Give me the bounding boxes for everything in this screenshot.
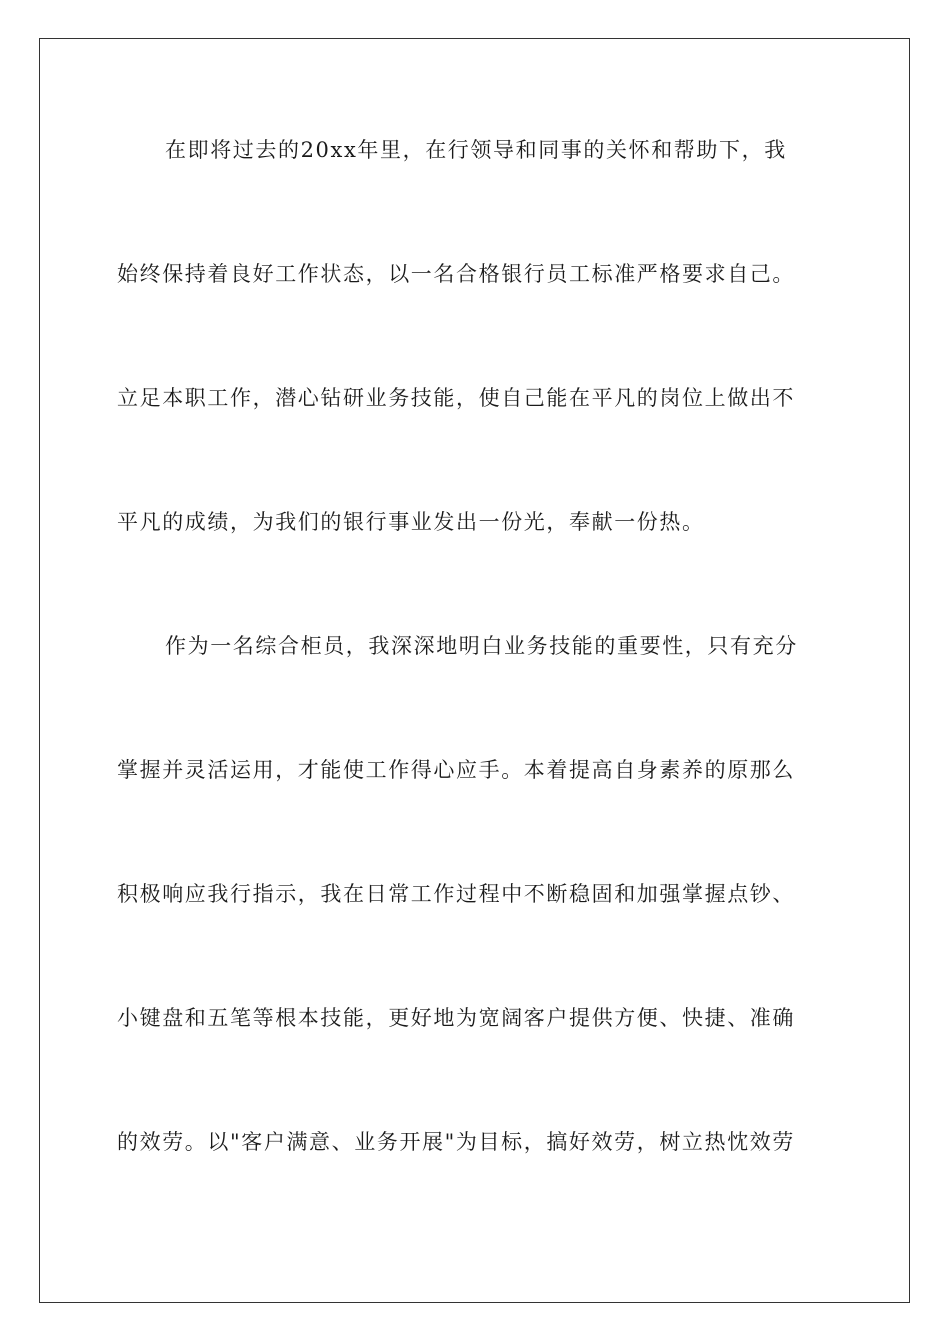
- paragraph-1-line-3: 立足本职工作，潜心钻研业务技能，使自己能在平凡的岗位上做出不: [117, 386, 795, 410]
- paragraph-2-line-2: 掌握并灵活运用，才能使工作得心应手。本着提高自身素养的原那么: [117, 758, 795, 782]
- paragraph-1-line-4: 平凡的成绩，为我们的银行事业发出一份光，奉献一份热。: [117, 510, 705, 534]
- paragraph-2-line-3: 积极响应我行指示，我在日常工作过程中不断稳固和加强掌握点钞、: [117, 882, 795, 906]
- paragraph-2-line-4: 小键盘和五笔等根本技能，更好地为宽阔客户提供方便、快捷、准确: [117, 1006, 795, 1030]
- paragraph-1-line-2: 始终保持着良好工作状态，以一名合格银行员工标准严格要求自己。: [117, 262, 795, 286]
- paragraph-2-line-5: 的效劳。以"客户满意、业务开展"为目标，搞好效劳，树立热忱效劳: [117, 1130, 795, 1154]
- page-border: [39, 38, 910, 1303]
- paragraph-1-line-1: 在即将过去的20xx年里，在行领导和同事的关怀和帮助下，我: [165, 138, 787, 162]
- paragraph-2-line-1: 作为一名综合柜员，我深深地明白业务技能的重要性，只有充分: [165, 634, 798, 658]
